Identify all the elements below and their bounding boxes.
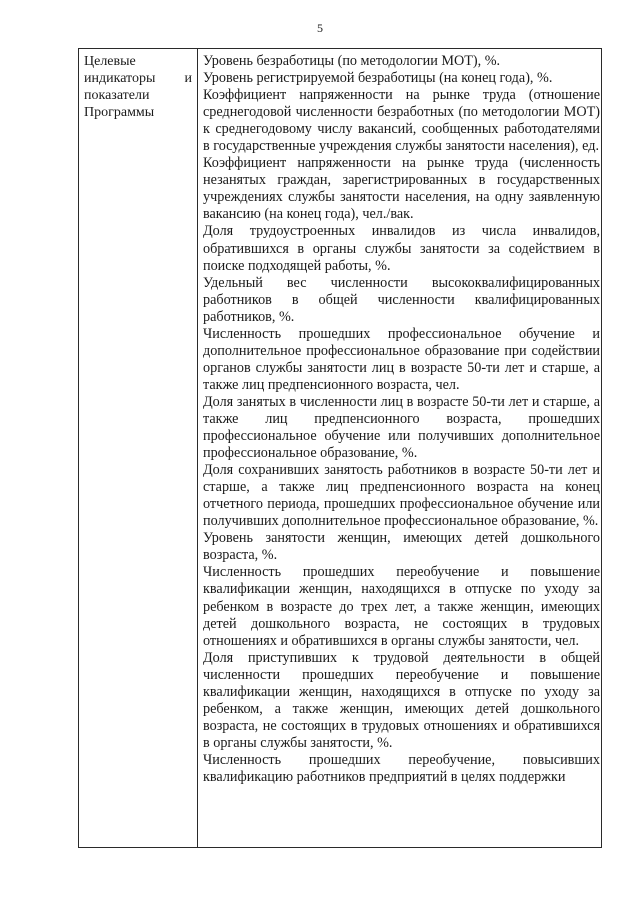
indicators-list-cell	[199, 49, 602, 847]
page-number: 5	[317, 21, 323, 35]
indicator-item: Доля приступивших к трудовой деятельности в общей численности прошедших переобучение и повышение квалификации женщин, находящихся в отпуске по уходу за ребенком, а также женщин, имеющих детей дошкольного возраста, не состоящих в трудовых отношениях и обратившихся в органы службы занятости, %.	[203, 649, 600, 751]
indicator-item: Коэффициент напряженности на рынке труда (численность незанятых граждан, зарегистрированных в государственных учреждениях службы занятости населения, на одну заявленную вакансию (на конец года), чел./вак.	[203, 155, 600, 223]
label-line: индикаторы и	[84, 71, 192, 86]
indicator-item: Уровень безработицы (по методологии МОТ), %.	[203, 53, 501, 69]
indicator-item: Коэффициент напряженности на рынке труда (отношение среднегодовой численности безработных (по методологии МОТ) к среднегодовому числу вакансий, сообщенных работодателями в государственные учреждения службы занятости населения), ед.	[203, 87, 600, 155]
indicator-item: Доля занятых в численности лиц в возрасте 50-ти лет и старше, а также лиц предпенсионного возраста, прошедших профессиональное обучение или получивших дополнительное профессиональное образование, %.	[203, 393, 600, 462]
indicator-item: Удельный вес численности высококвалифицированных работников в общей численности квалифицированных работников, %.	[203, 274, 600, 325]
indicator-item: Численность прошедших переобучение, повысивших квалификацию работников предприятий в целях поддержки	[203, 751, 600, 785]
indicators-table	[78, 48, 602, 848]
indicators-label-cell	[79, 49, 198, 847]
label-line: показатели	[84, 88, 150, 103]
indicator-item: Доля трудоустроенных инвалидов из числа инвалидов, обратившихся в органы службы занятости за содействием в поиске подходящей работы, %.	[203, 223, 600, 274]
indicator-item: Уровень регистрируемой безработицы (на конец года), %.	[203, 70, 553, 87]
indicator-item: Численность прошедших профессиональное обучение и дополнительное профессиональное образование при содействии органов службы занятости лиц в возрасте 50-ти лет и старше, а также лиц предпенсионного возраста, чел.	[203, 325, 600, 393]
indicator-item: Уровень занятости женщин, имеющих детей дошкольного возраста, %.	[203, 530, 600, 564]
label-line: Программы	[84, 105, 155, 120]
indicator-item: Численность прошедших переобучение и повышение квалификации женщин, находящихся в отпуске по уходу за ребенком в возрасте до трех лет, а также женщин, имеющих детей дошкольного возраста, не состоящих в трудовых отношениях и обратившихся в органы службы занятости, чел.	[203, 564, 600, 649]
label-line: Целевые	[84, 54, 136, 69]
indicator-item: Доля сохранивших занятость работников в возрасте 50-ти лет и старше, а также лиц предпенсионного возраста на конец отчетного периода, прошедших профессиональное обучение или получивших дополнительное профессиональное образование, %.	[203, 462, 600, 530]
